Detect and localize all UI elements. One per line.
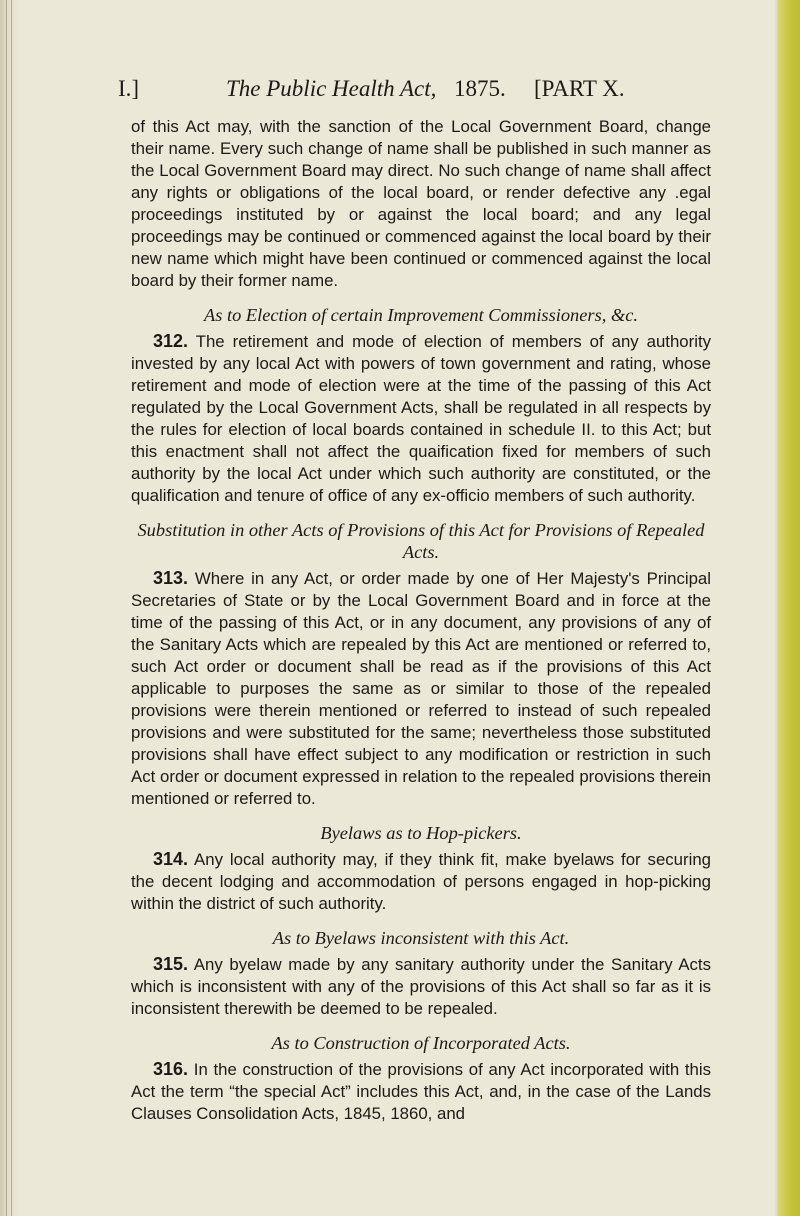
gutter-line: [6, 0, 7, 1216]
section-313: [131, 567, 711, 810]
header-part-marker: I.]: [118, 76, 140, 101]
section-heading-313: Substitution in other Acts of Provisions of this Act for Provisions of Repealed Acts.: [137, 520, 705, 562]
header-year: 1875.: [454, 76, 506, 101]
section-text: In the construction of the provisions of any Act incorporated with this Act the term “the special Act” includes this Act, and, in the case of the Lands Clauses Consolidation Acts, 1845, 1860, and: [131, 1060, 712, 1123]
section-heading-316: As to Construction of Incorporated Acts.: [271, 1033, 571, 1053]
section-316: [131, 1058, 711, 1125]
header-part-label: [PART X.: [534, 76, 625, 101]
header-title: The Public Health Act,: [226, 76, 437, 101]
section-number: 316.: [153, 1059, 189, 1079]
section-heading-312: As to Election of certain Improvement Commissioners, &c.: [204, 305, 638, 325]
section-heading-314: Byelaws as to Hop-pickers.: [320, 823, 522, 843]
running-header: [118, 72, 738, 106]
section-number: 315.: [153, 954, 189, 974]
section-text: The retirement and mode of election of members of any authority invested by any local Act with powers of town government and rating, whose retirement and mode of election were at the time of the passing of this Act regulated by the Local Government Acts, shall be regulated in all respects by the rules for election of local boards contained in schedule II. to this Act; but this enactment shall not affect the quaification fixed for members of such authority by the local Act under which such authority are constituted, or the qualification and tenure of office of any ex-officio members of such authority.: [131, 332, 711, 505]
section-text: Where in any Act, or order made by one of Her Majesty's Principal Secretaries of State or by the Local Government Board and in force at the time of the passing of this Act, or in any document, any provisions of any of the Sanitary Acts which are repealed by this Act are mentioned or referred to, such Act order or document shall be read as if the provisions of this Act applicable to purposes the same as or similar to those of the repealed provisions were therein mentioned or referred to instead of such repealed provisions and were substituted for the same; nevertheless those substituted provisions shall have effect subject to any modification or restriction in such Act order or document expressed in relation to the repealed provisions therein mentioned or referred to.: [131, 569, 711, 808]
section-314: [131, 848, 711, 915]
section-312: [131, 330, 711, 507]
page-fore-edge: [778, 0, 800, 1216]
section-number: 313.: [153, 568, 189, 588]
section-number: 312.: [153, 331, 189, 351]
intro-paragraph: of this Act may, with the sanction of the Local Government Board, change their name. Every such change of name shall be published in such manner as the Local Government Board may direct. No such change of name shall affect any rights or obligations of the local board, or render defective any .egal proceedings instituted by or against the local board; and any legal proceedings may be continued or commenced against the local board by their new name which might have been continued or commenced against the local board by their former name.: [131, 117, 711, 290]
section-text: Any local authority may, if they think fit, make byelaws for securing the decent lodging and accommodation of persons engaged in hop-picking within the district of such authority.: [131, 850, 711, 913]
page-body: [131, 116, 711, 1125]
gutter-line: [11, 0, 12, 1216]
section-heading-315: As to Byelaws inconsistent with this Act.: [272, 928, 570, 948]
section-315: [131, 953, 711, 1020]
binding-gutter: [0, 0, 20, 1216]
section-number: 314.: [153, 849, 189, 869]
section-text: Any byelaw made by any sanitary authority under the Sanitary Acts which is inconsistent with any of the provisions of this Act shall so far as it is inconsistent therewith be deemed to be repealed.: [131, 955, 711, 1018]
